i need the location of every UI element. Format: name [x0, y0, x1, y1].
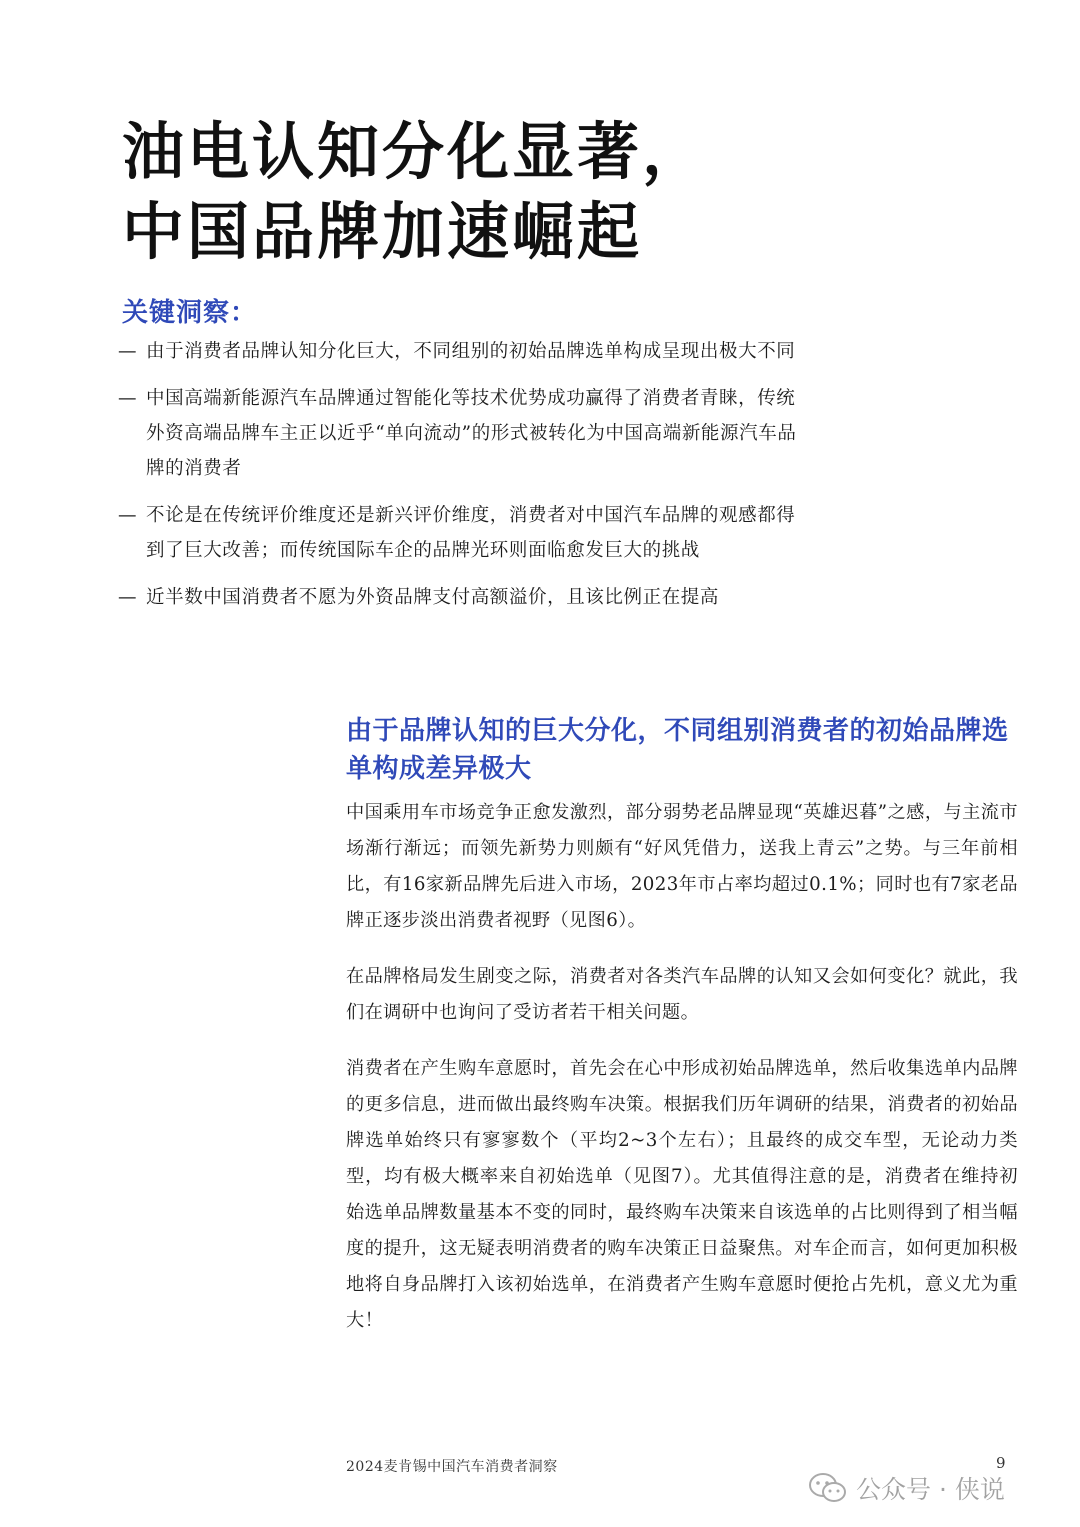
insight-text: 由于消费者品牌认知分化巨大，不同组别的初始品牌选单构成呈现出极大不同	[146, 341, 796, 362]
key-insights-list	[118, 334, 798, 627]
insight-text: 中国高端新能源汽车品牌通过智能化等技术优势成功赢得了消费者青睐，传统外资高端品牌车主正以近乎“单向流动”的形式被转化为中国高端新能源汽车品牌的消费者	[146, 388, 797, 479]
watermark	[808, 1470, 1005, 1506]
paragraph: 在品牌格局发生剧变之际，消费者对各类汽车品牌的认知又会如何变化？就此，我们在调研中也询问了受访者若干相关问题。	[346, 966, 1018, 1023]
title-line-1: 油电认知分化显著，	[122, 115, 708, 188]
insight-item	[118, 381, 798, 486]
footer-source: 2024麦肯锡中国汽车消费者洞察	[346, 1459, 558, 1475]
paragraph: 中国乘用车市场竞争正愈发激烈，部分弱势老品牌显现“英雄迟暮”之感，与主流市场渐行渐远；而领先新势力则颇有“好风凭借力，送我上青云”之势。与三年前相比，有16家新品牌先后进入市场，2023年市占率均超过0.1%；同时也有7家老品牌正逐步淡出消费者视野（见图6）。	[346, 802, 1018, 931]
insight-text: 近半数中国消费者不愿为外资品牌支付高额溢价，且该比例正在提高	[146, 587, 720, 608]
key-insights-heading: 关键洞察：	[122, 298, 258, 328]
page-title	[122, 112, 1022, 272]
body-text	[346, 795, 1018, 1359]
wechat-icon	[808, 1471, 848, 1505]
dash-bullet: —	[118, 341, 138, 362]
insight-item	[118, 498, 798, 568]
dash-bullet: —	[118, 505, 138, 526]
watermark-text: 公众号 · 侠说	[856, 1475, 1005, 1504]
page-number: 9	[996, 1454, 1006, 1472]
insight-item	[118, 580, 798, 615]
insight-item	[118, 334, 798, 369]
paragraph: 消费者在产生购车意愿时，首先会在心中形成初始品牌选单，然后收集选单内品牌的更多信息，进而做出最终购车决策。根据我们历年调研的结果，消费者的初始品牌选单始终只有寥寥数个（平均2~3个左右）；且最终的成交车型，无论动力类型，均有极大概率来自初始选单（见图7）。尤其值得注意的是，消费者在维持初始选单品牌数量基本不变的同时，最终购车决策来自该选单的占比则得到了相当幅度的提升，这无疑表明消费者的购车决策正日益聚焦。对车企而言，如何更加积极地将自身品牌打入该初始选单，在消费者产生购车意愿时便抢占先机，意义尤为重大！	[346, 1058, 1018, 1331]
section-heading: 由于品牌认知的巨大分化，不同组别消费者的初始品牌选单构成差异极大	[346, 716, 1009, 784]
dash-bullet: —	[118, 587, 138, 608]
title-line-2: 中国品牌加速崛起	[122, 195, 643, 268]
insight-text: 不论是在传统评价维度还是新兴评价维度，消费者对中国汽车品牌的观感都得到了巨大改善；而传统国际车企的品牌光环则面临愈发巨大的挑战	[146, 505, 796, 561]
dash-bullet: —	[118, 388, 138, 409]
